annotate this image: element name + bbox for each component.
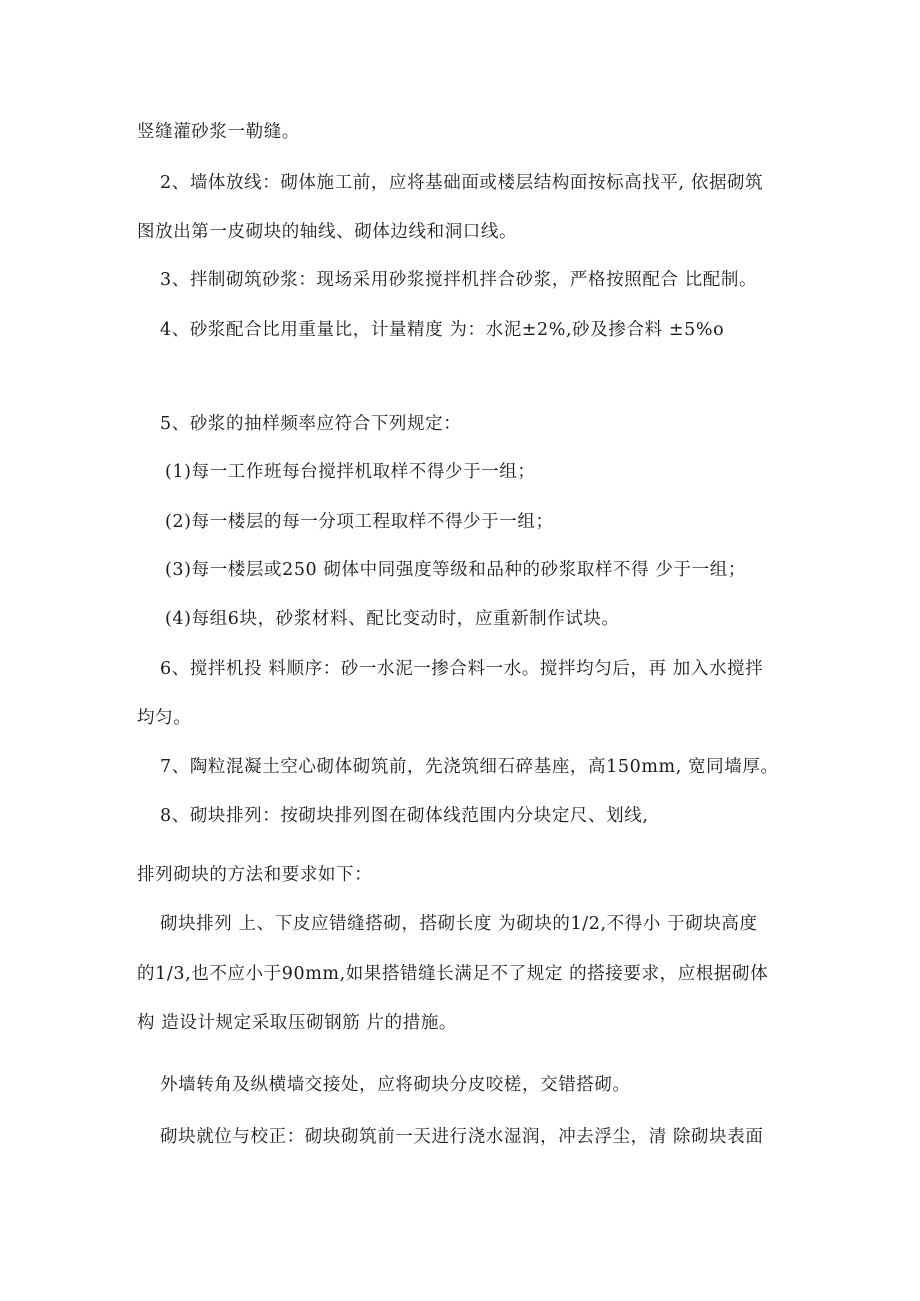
text-line: 7、陶粒混凝土空心砌体砌筑前，先浇筑细石碎基座，高150mm, 宽同墙厚。	[160, 757, 779, 777]
text-line: (3)每一楼层或250 砌体中同强度等级和品种的砂浆取样不得 少于一组；	[165, 560, 746, 580]
text-line: (2)每一楼层的每一分项工程取样不得少于一组；	[165, 512, 554, 532]
text-line: 砌块就位与校正：砌块砌筑前一天进行浇水湿润，冲去浮尘，清 除砌块表面	[160, 1127, 764, 1147]
text-line: (4)每组6块，砂浆材料、配比变动时，应重新制作试块。	[165, 609, 620, 629]
text-line: 竖缝灌砂浆一勒缝。	[137, 122, 300, 142]
text-line: 2、墙体放线：砌体施工前，应将基础面或楼层结构面按标高找平, 依据砌筑	[160, 173, 764, 193]
text-line: 4、砂浆配合比用重量比，计量精度 为：水泥±2%,砂及掺合料 ±5%o	[160, 320, 725, 340]
text-line: 构 造设计规定采取压砌钢筋 片的措施。	[137, 1013, 458, 1033]
text-line: 砌块排列 上、下皮应错缝搭砌，搭砌长度 为砌块的1/2,不得小 于砌块高度	[160, 914, 758, 934]
text-line: 的1/3,也不应小于90mm,如果搭错缝长满足不了规定 的搭接要求，应根据砌体	[137, 964, 769, 984]
text-line: 6、搅拌机投 料顺序：砂一水泥一掺合料一水。搅拌均匀后，再 加入水搅拌	[160, 659, 764, 679]
text-line: 均匀。	[137, 708, 192, 728]
text-line: 排列砌块的方法和要求如下：	[137, 865, 373, 885]
text-line: (1)每一工作班每台搅拌机取样不得少于一组；	[165, 462, 536, 482]
text-line: 外墙转角及纵横墙交接处，应将砌块分皮咬槎，交错搭砌。	[160, 1075, 631, 1095]
text-line: 8、砌块排列：按砌块排列图在砌体线范围内分块定尺、划线,	[160, 806, 649, 826]
text-line: 3、拌制砌筑砂浆：现场采用砂浆搅拌机拌合砂浆，严格按照配合 比配制。	[160, 270, 758, 290]
text-line: 5、砂浆的抽样频率应符合下列规定：	[160, 414, 462, 434]
text-line: 图放出第一皮砌块的轴线、砌体边线和洞口线。	[137, 222, 518, 242]
